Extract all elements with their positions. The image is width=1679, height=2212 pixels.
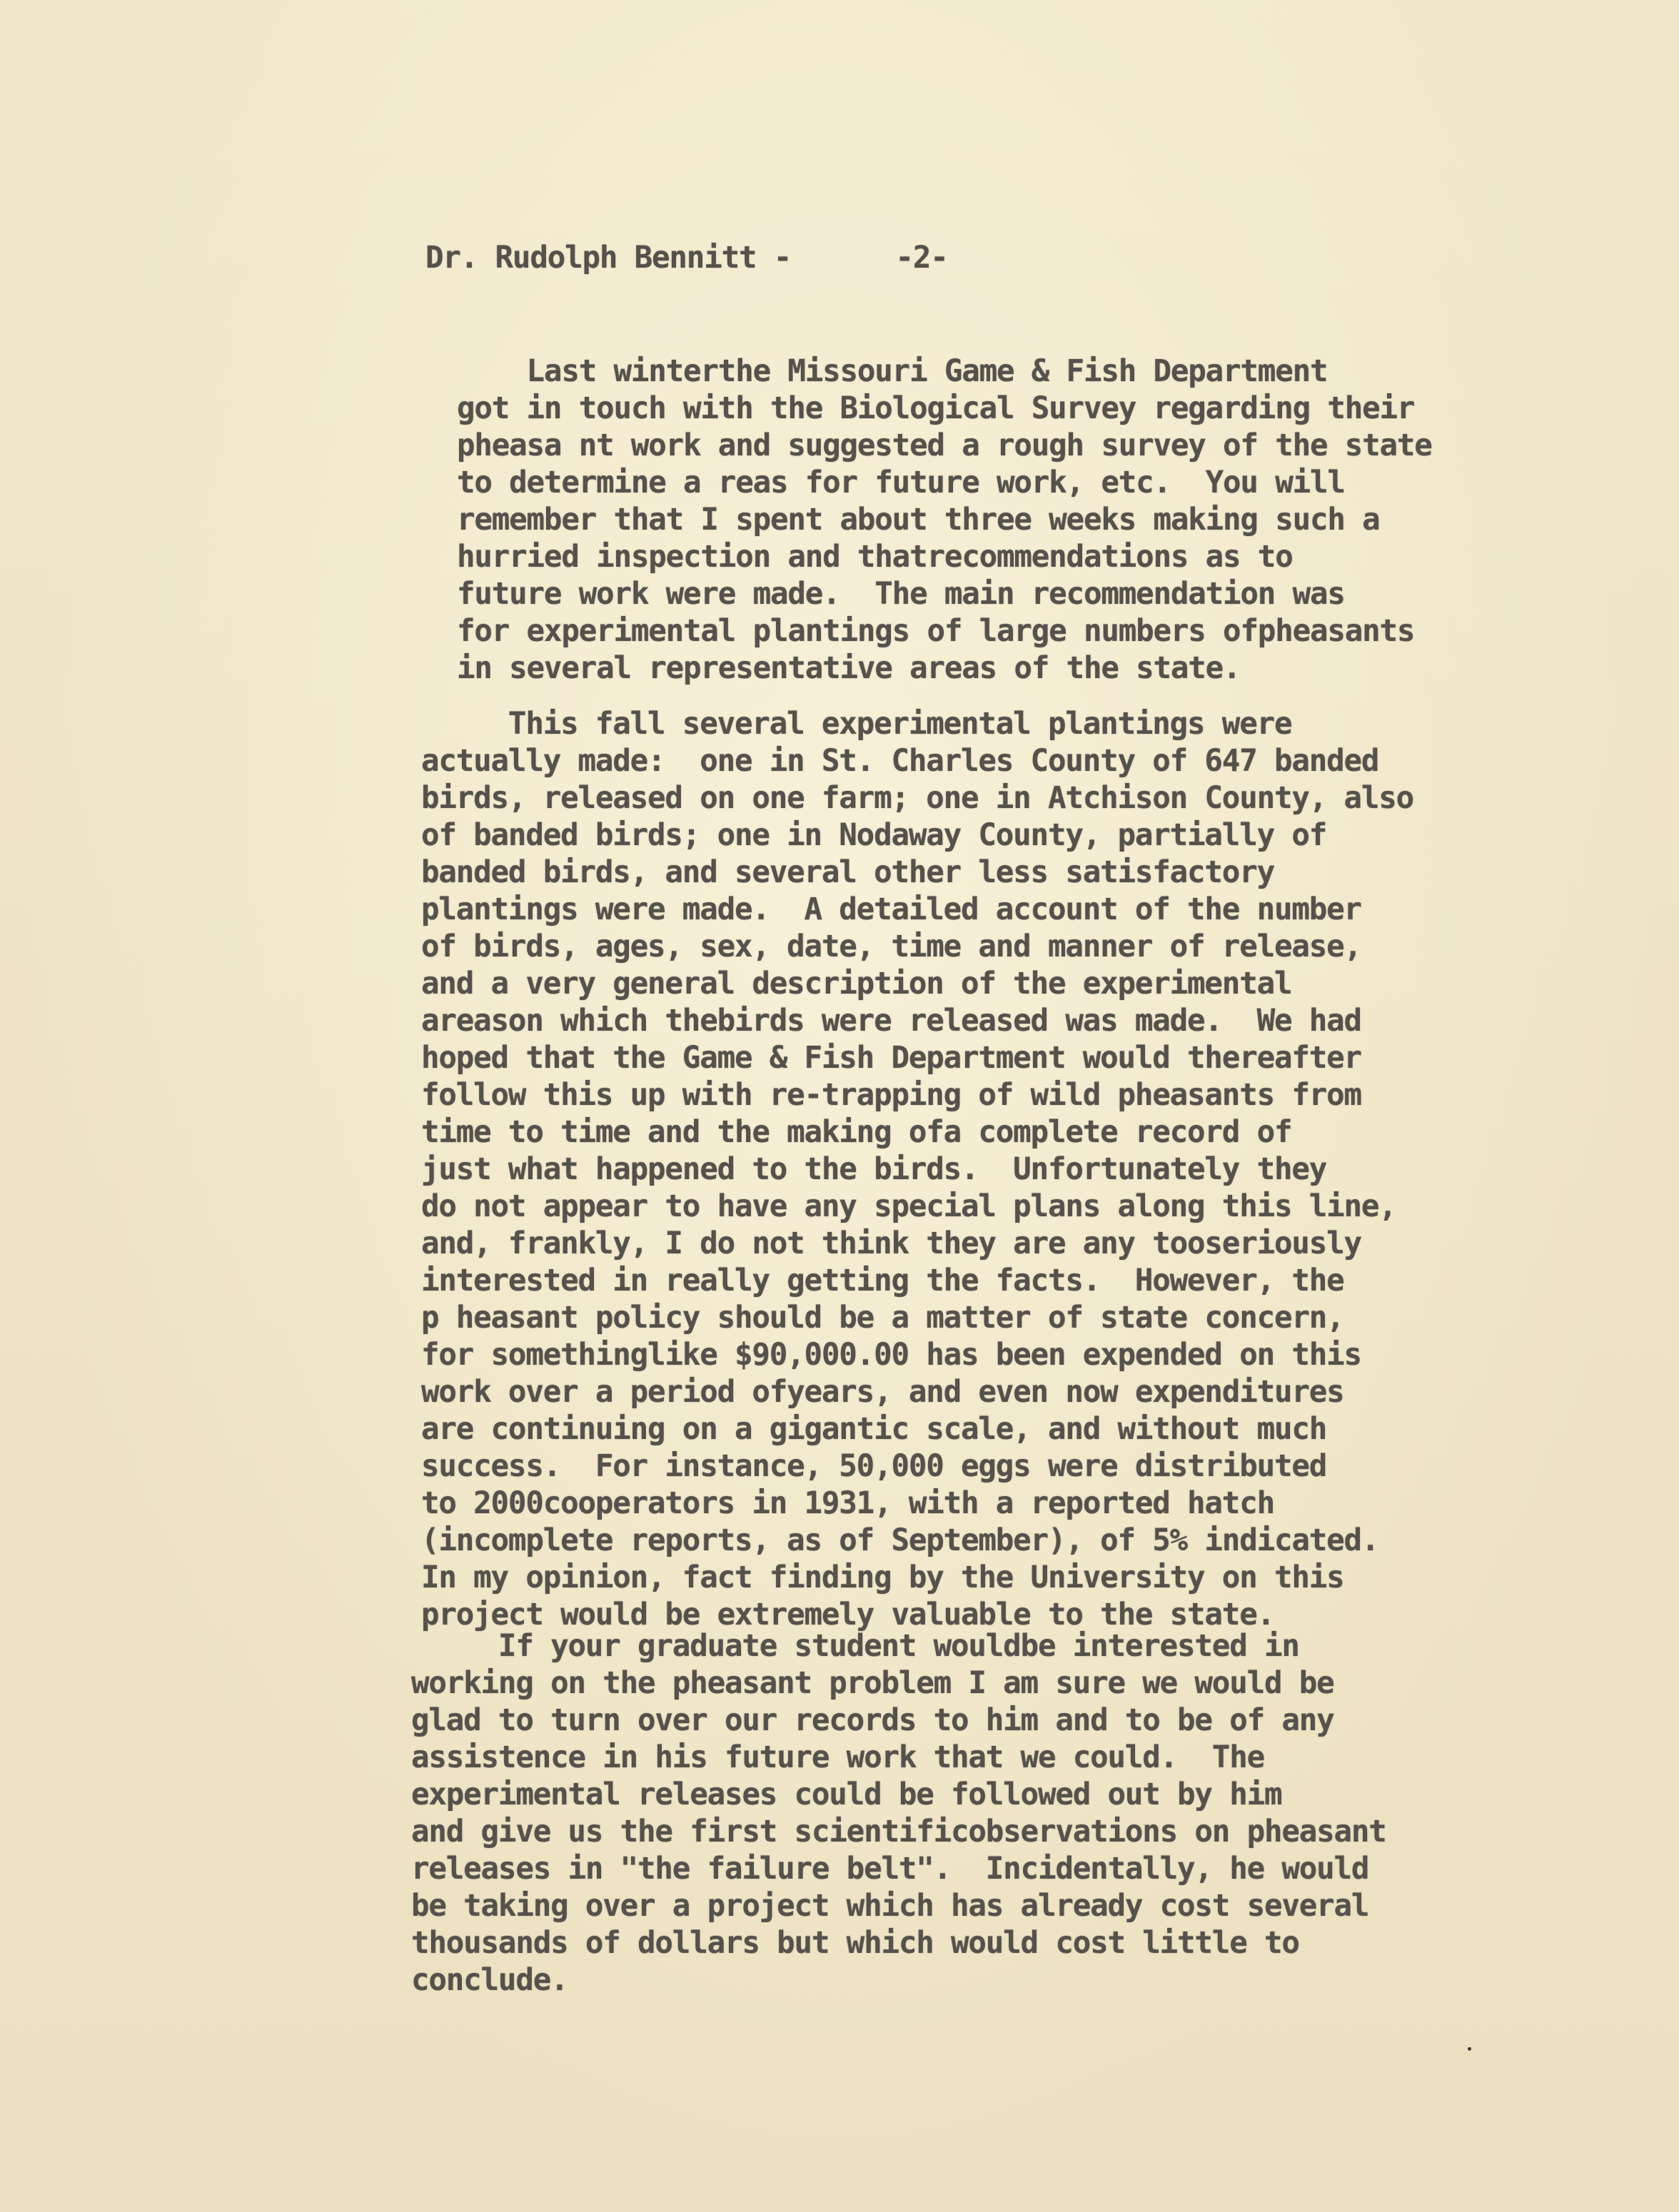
text-line: hurried inspection and thatrecommendations as to xyxy=(457,540,1293,575)
text-line: assistence in his future work that we could. The xyxy=(411,1740,1264,1775)
text-line: remember that I spent about three weeks making such a xyxy=(457,503,1380,537)
text-line: glad to turn over our records to him and to be of any xyxy=(411,1703,1334,1738)
text-line: and, frankly, I do not think they are any tooseriously xyxy=(421,1226,1361,1261)
paragraph-1 xyxy=(457,354,1432,688)
text-line: to 2000cooperators in 1931, with a reported hatch xyxy=(421,1486,1274,1521)
page-number: -2- xyxy=(895,241,948,276)
text-line: (incomplete reports, as of September), of 5% indicated. xyxy=(421,1523,1379,1558)
text-line: be taking over a project which has already cost several xyxy=(411,1889,1369,1924)
text-line: time to time and the making ofa complete record of xyxy=(421,1115,1292,1150)
text-line: releases in "the failure belt". Incidentally, he would xyxy=(411,1852,1369,1887)
recipient-name: Dr. Rudolph Bennitt - xyxy=(425,241,792,276)
text-line: If your graduate student wouldbe interested in xyxy=(411,1629,1299,1664)
paper-speck xyxy=(1468,2047,1471,2051)
text-line: conclude. xyxy=(411,1963,568,1998)
text-line: for somethinglike $90,000.00 has been expended on this xyxy=(421,1338,1361,1373)
text-line: for experimental plantings of large numbers ofpheasants xyxy=(457,614,1415,649)
page-header xyxy=(425,240,948,277)
text-line: plantings were made. A detailed account of the number xyxy=(421,892,1361,927)
text-line: banded birds, and several other less satisfactory xyxy=(421,855,1274,890)
text-line: do not appear to have any special plans along this line, xyxy=(421,1189,1396,1224)
text-line: future work were made. The main recommendation was xyxy=(457,577,1345,612)
text-line: This fall several experimental plantings were xyxy=(421,707,1292,742)
text-line: Last winterthe Missouri Game & Fish Department xyxy=(457,354,1328,389)
text-line: thousands of dollars but which would cost little to xyxy=(411,1926,1299,1961)
text-line: work over a period ofyears, and even now expenditures xyxy=(421,1375,1344,1410)
text-line: and give us the first scientificobservations on pheasant xyxy=(411,1814,1386,1849)
text-line: interested in really getting the facts. However, the xyxy=(421,1263,1344,1298)
paragraph-2 xyxy=(421,707,1413,1635)
text-line: experimental releases could be followed out by him xyxy=(411,1777,1282,1812)
paragraph-3 xyxy=(411,1629,1386,2000)
text-line: In my opinion, fact finding by the University on this xyxy=(421,1560,1344,1595)
text-line: birds, released on one farm; one in Atchison County, also xyxy=(421,781,1414,816)
text-line: p heasant policy should be a matter of state concern, xyxy=(421,1301,1344,1335)
text-line: to determine a reas for future work, etc. You will xyxy=(457,465,1345,500)
text-line: hoped that the Game & Fish Department would thereafter xyxy=(421,1041,1361,1076)
text-line: got in touch with the Biological Survey regarding their xyxy=(457,391,1415,426)
text-line: of banded birds; one in Nodaway County, partially of xyxy=(421,818,1327,853)
text-line: project would be extremely valuable to the state. xyxy=(421,1597,1274,1632)
text-line: areason which thebirds were released was made. We had xyxy=(421,1004,1361,1039)
text-line: follow this up with re-trapping of wild pheasants from xyxy=(421,1078,1361,1113)
text-line: actually made: one in St. Charles County of 647 banded xyxy=(421,744,1379,779)
text-line: just what happened to the birds. Unfortunately they xyxy=(421,1152,1327,1187)
text-line: working on the pheasant problem I am sure we would be xyxy=(411,1666,1334,1701)
text-line: and a very general description of the experimental xyxy=(421,966,1292,1001)
text-line: in several representative areas of the state. xyxy=(457,651,1241,686)
text-line: of birds, ages, sex, date, time and manner of release, xyxy=(421,929,1361,964)
text-line: are continuing on a gigantic scale, and without much xyxy=(421,1412,1327,1447)
text-line: pheasa nt work and suggested a rough survey of the state xyxy=(457,428,1432,463)
text-line: success. For instance, 50,000 eggs were distributed xyxy=(421,1449,1327,1484)
